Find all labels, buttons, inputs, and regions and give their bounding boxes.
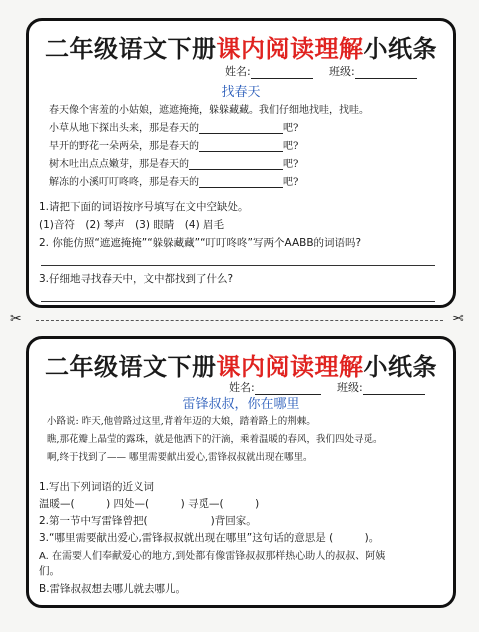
poem-line: 树木吐出点点嫩芽，那是春天的 吧? <box>49 159 299 170</box>
story-title: 雷锋叔叔，你在哪里 <box>182 397 300 412</box>
story-line: 瞧,那花瓣上晶莹的露珠，就是他洒下的汗滴，乘着温暖的春风，我们四处寻觅。 <box>47 434 383 445</box>
fill-blank[interactable] <box>199 141 283 152</box>
option-b[interactable]: B.雷锋叔叔想去哪儿就去哪儿。 <box>39 583 187 595</box>
question-1: 1.请把下面的词语按序号填写在文中空缺处。 <box>39 201 249 213</box>
scissors-icon: ✂ <box>452 311 464 327</box>
answer-line[interactable] <box>41 301 435 302</box>
poem-line: 解冻的小溪叮叮咚咚，那是春天的 吧? <box>49 177 299 188</box>
option-a[interactable]: A. 在需要人们奉献爱心的地方,到处都有像雷锋叔叔那样热心助人的叔叔、阿姨 <box>39 551 386 562</box>
card-title: 二年级语文下册课内阅读理解小纸条 <box>45 353 437 381</box>
scissors-icon: ✂ <box>10 311 22 327</box>
cut-line <box>36 320 443 321</box>
name-field[interactable]: 姓名: <box>229 379 321 395</box>
answer-line[interactable] <box>41 265 435 266</box>
question-1: 1.写出下列词语的近义词 <box>39 481 155 493</box>
poem-intro: 春天像个害羞的小姑娘，遮遮掩掩，躲躲藏藏。我们仔细地找哇，找哇。 <box>49 105 369 116</box>
question-2: 2. 你能仿照“遮遮掩掩”“躲躲藏藏”“叮叮咚咚”写两个AABB的词语吗? <box>39 237 362 249</box>
story-line: 啊,终于找到了—— 哪里需要献出爱心,雷锋叔叔就出现在哪里。 <box>47 452 313 463</box>
fill-blank[interactable] <box>189 159 283 170</box>
question-1-options: (1)音符 (2) 琴声 (3) 眼睛 (4) 眉毛 <box>39 219 225 231</box>
worksheet-card-leifeng <box>26 336 456 608</box>
worksheet-card-spring <box>26 18 456 308</box>
poem-line: 早开的野花一朵两朵，那是春天的 吧? <box>49 141 299 152</box>
class-field[interactable]: 班级: <box>329 63 417 79</box>
story-line: 小路说: 昨天,他曾路过这里,背着年迈的大娘，踏着路上的荆棘。 <box>47 416 316 427</box>
class-field[interactable]: 班级: <box>337 379 425 395</box>
poem-title: 找春天 <box>221 85 261 100</box>
card-title: 二年级语文下册课内阅读理解小纸条 <box>45 35 437 63</box>
fill-blank[interactable] <box>199 177 283 188</box>
name-field[interactable]: 姓名: <box>225 63 313 79</box>
poem-line: 小草从地下探出头来，那是春天的 吧? <box>49 123 299 134</box>
question-3: 3.仔细地寻找春天中，文中都找到了什么? <box>39 273 234 285</box>
question-3: 3.“哪里需要献出爱心,雷锋叔叔就出现在哪里”这句话的意思是 ( )。 <box>39 532 380 544</box>
option-a-cont: 们。 <box>39 565 60 577</box>
question-2: 2.第一节中写雷锋曾把( )背回家。 <box>39 515 257 527</box>
question-1-items: 温暖—( ) 四处—( ) 寻觅—( ) <box>39 498 260 510</box>
fill-blank[interactable] <box>199 123 283 134</box>
